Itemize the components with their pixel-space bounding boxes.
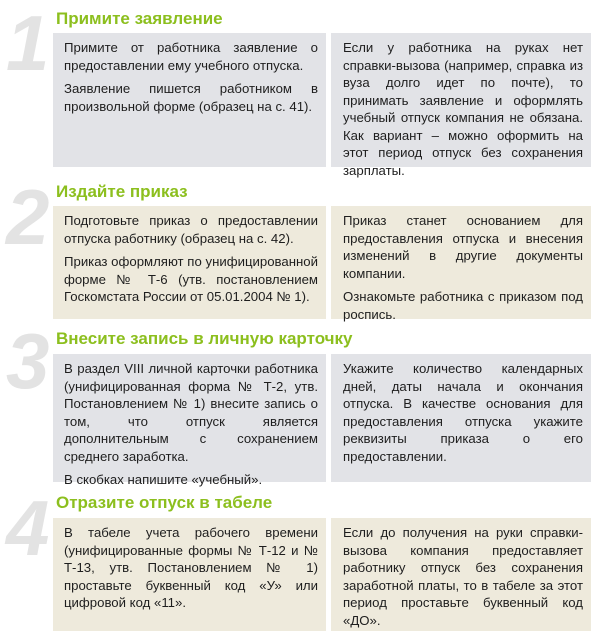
paragraph: Заявление пишется работником в произвольной форме (образец на с. 41).: [64, 81, 318, 114]
step-1: [0, 0, 600, 178]
step-right-column: [331, 206, 591, 322]
step-left-column: [53, 206, 326, 319]
step-panel: [53, 206, 591, 322]
step-right-column: [331, 354, 591, 482]
step-title: Издайте приказ: [56, 182, 188, 201]
paragraph: Приказ оформляют по унифицированной форме № Т-6 (утв. постановлением Госкомстата России от 05.01.2004 № 1).: [64, 254, 318, 304]
paragraph: Примите от работника заявление о предоставлении ему учебного отпуска.: [64, 40, 318, 73]
paragraph: Если у работника на руках нет справки-вызова (например, справка из вуза долго идет по почте), то принимать заявление и оформлять учебный отпуск компания не обязана. Как вариант – можно оформить на этот период отпуск без сохранения зарплаты.: [343, 40, 583, 178]
step-right-column: [331, 33, 591, 178]
paragraph: Укажите количество календарных дней, даты начала и окончания отпуска. В качестве основания для предоставления отпуска укажите реквизиты приказа о его предоставлении.: [343, 361, 583, 464]
step-4: [0, 484, 600, 631]
step-left-column: [53, 33, 326, 167]
step-right-column: [331, 518, 591, 631]
step-number: 4: [6, 484, 48, 572]
paragraph: В табеле учета рабочего времени (унифицированные формы № Т-12 и № Т-13, утв. Постановлением № 1) проставьте буквенный код «У» или цифровой код «11».: [64, 525, 318, 610]
step-number: 1: [6, 0, 48, 87]
step-panel: [53, 354, 591, 487]
paragraph: Приказ станет основанием для предоставления отпуска и внесения изменений в другие документы компании.: [343, 213, 583, 281]
step-title: Примите заявление: [56, 9, 223, 28]
step-2: [0, 173, 600, 322]
paragraph: Подготовьте приказ о предоставлении отпуска работнику (образец на с. 42).: [64, 213, 318, 246]
paragraph: В скобках напишите «учебный».: [64, 472, 263, 487]
paragraph: Ознакомьте работника с приказом под роспись.: [343, 289, 583, 322]
step-panel: [53, 518, 591, 631]
step-left-column: [53, 354, 326, 487]
step-number: 2: [6, 173, 48, 261]
paragraph: Если до получения на руки справки-вызова компания предоставляет работнику отпуск без сохранения заработной платы, то в табеле за этот период проставьте буквенный код «ДО».: [343, 525, 583, 628]
step-number: 3: [6, 317, 48, 405]
step-title: Отразите отпуск в табеле: [56, 493, 273, 512]
step-panel: [53, 33, 591, 178]
step-3: [0, 317, 600, 487]
step-left-column: [53, 518, 326, 631]
step-title: Внесите запись в личную карточку: [56, 329, 353, 348]
paragraph: В раздел VIII личной карточки работника (унифицированная форма № Т-2, утв. Постановлением № 1) внесите запись о том, что отпуск является дополнительным с сохранением среднего заработка.: [64, 361, 318, 464]
